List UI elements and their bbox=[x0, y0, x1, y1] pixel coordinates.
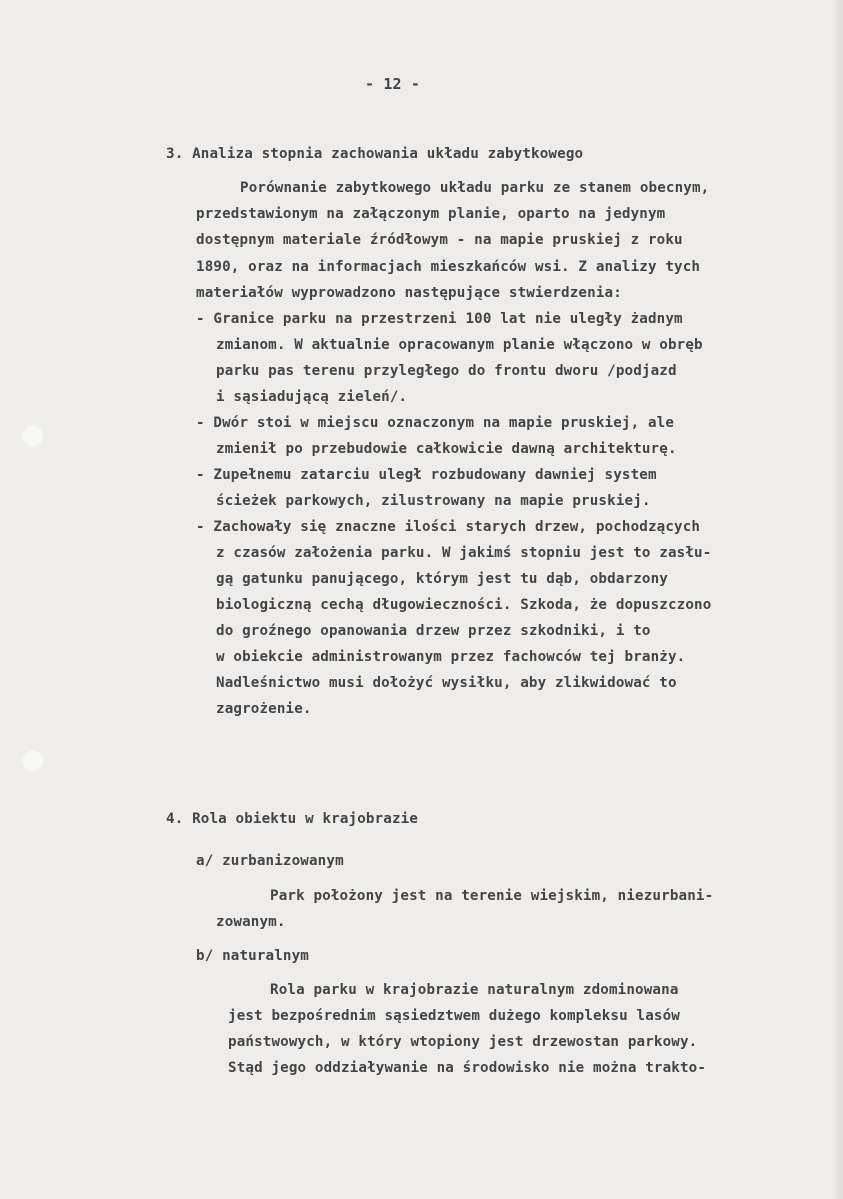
paragraph-line: jest bezpośrednim sąsiedztwem dużego kompleksu lasów bbox=[228, 1008, 680, 1024]
list-item-line: - Dwór stoi w miejscu oznaczonym na mapie pruskiej, ale bbox=[196, 415, 675, 431]
list-item-line: w obiekcie administrowanym przez fachowców tej branży. bbox=[216, 649, 686, 665]
paragraph-line: 1890, oraz na informacjach mieszkańców wsi. Z analizy tych bbox=[196, 259, 701, 275]
list-item-line: parku pas terenu przyległego do frontu dworu /podjazd bbox=[216, 363, 677, 379]
page-edge bbox=[835, 0, 843, 1199]
list-item-line: gą gatunku panującego, którym jest tu dąb, obdarzony bbox=[216, 571, 668, 587]
page-number: - 12 - bbox=[365, 75, 421, 93]
paragraph-line: materiałów wyprowadzono następujące stwierdzenia: bbox=[196, 285, 622, 301]
paragraph-line: zowanym. bbox=[216, 914, 286, 930]
paragraph-line: Park położony jest na terenie wiejskim, niezurbani- bbox=[270, 888, 714, 904]
punch-hole bbox=[22, 425, 44, 447]
list-item-line: zmianom. W aktualnie opracowanym planie włączono w obręb bbox=[216, 337, 703, 353]
list-item-line: - Zachowały się znaczne ilości starych drzew, pochodzących bbox=[196, 519, 701, 535]
subsection-a-heading: a/ zurbanizowanym bbox=[196, 853, 344, 869]
list-item-line: zagrożenie. bbox=[216, 701, 312, 717]
list-item-line: ścieżek parkowych, zilustrowany na mapie pruskiej. bbox=[216, 493, 651, 509]
section-3-heading: 3. Analiza stopnia zachowania układu zabytkowego bbox=[166, 146, 584, 162]
paragraph-line: Rola parku w krajobrazie naturalnym zdominowana bbox=[270, 982, 679, 998]
paragraph-line: Stąd jego oddziaływanie na środowisko nie można trakto- bbox=[228, 1060, 707, 1076]
paragraph-line: Porównanie zabytkowego układu parku ze stanem obecnym, bbox=[240, 180, 710, 196]
list-item-line: biologiczną cechą długowieczności. Szkoda, że dopuszczono bbox=[216, 597, 712, 613]
punch-hole bbox=[22, 750, 44, 772]
list-item-line: Nadleśnictwo musi dołożyć wysiłku, aby zlikwidować to bbox=[216, 675, 677, 691]
list-item-line: i sąsiadującą zieleń/. bbox=[216, 389, 408, 405]
list-item-line: - Granice parku na przestrzeni 100 lat nie uległy żadnym bbox=[196, 311, 683, 327]
list-item-line: zmienił po przebudowie całkowicie dawną architekturę. bbox=[216, 441, 677, 457]
subsection-b-heading: b/ naturalnym bbox=[196, 948, 309, 964]
section-4-heading: 4. Rola obiektu w krajobrazie bbox=[166, 811, 419, 827]
list-item-line: z czasów założenia parku. W jakimś stopniu jest to zasłu- bbox=[216, 545, 712, 561]
list-item-line: do groźnego opanowania drzew przez szkodniki, i to bbox=[216, 623, 651, 639]
paragraph-line: państwowych, w który wtopiony jest drzewostan parkowy. bbox=[228, 1034, 698, 1050]
paragraph-line: dostępnym materiale źródłowym - na mapie pruskiej z roku bbox=[196, 232, 683, 248]
paragraph-line: przedstawionym na załączonym planie, oparto na jedynym bbox=[196, 206, 666, 222]
list-item-line: - Zupełnemu zatarciu uległ rozbudowany dawniej system bbox=[196, 467, 657, 483]
